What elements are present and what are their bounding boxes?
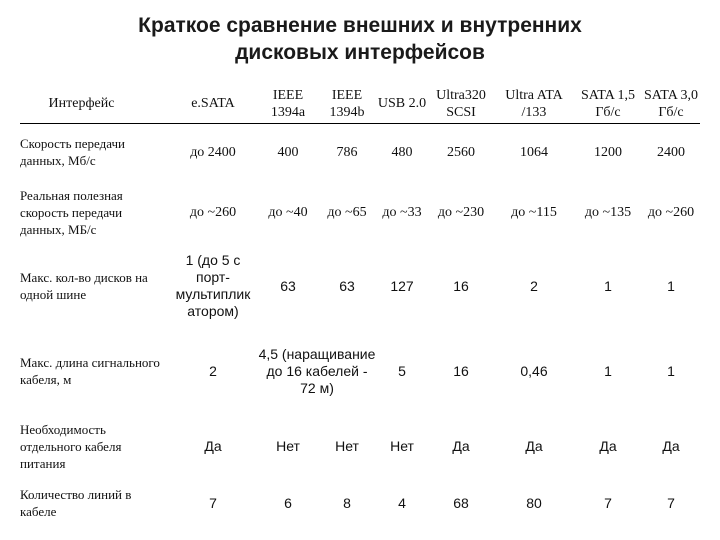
header-interface: Интерфейс — [48, 96, 115, 112]
comparison-table — [20, 85, 700, 527]
cell-max-disks-esata: 1 (до 5 с порт-мультиплик атором) — [175, 252, 251, 319]
cell-lines-ultraata: 80 — [526, 494, 542, 511]
cell-speed-sata30: 2400 — [642, 123, 700, 181]
cell-speed-sata15: 1200 — [574, 123, 642, 181]
row-label-max-length: Макс. длина сигнального кабеля, м — [20, 355, 160, 387]
cell-max-disks-ultraata: 2 — [530, 277, 538, 294]
cell-lines-ieee1394b: 8 — [343, 494, 351, 511]
header-sata30: SATA 3,0 Гб/с — [643, 87, 699, 120]
cell-max-length-esata: 2 — [209, 362, 217, 379]
cell-max-disks-ieee1394a: 63 — [280, 277, 296, 294]
table-row — [20, 414, 700, 479]
cell-power-ieee1394b: Нет — [335, 438, 359, 454]
cell-lines-sata30: 7 — [667, 494, 675, 511]
cell-max-length-sata30: 1 — [667, 362, 675, 379]
cell-real-speed-usb: до ~33 — [382, 205, 422, 220]
cell-speed-ieee1394a: 400 — [258, 123, 318, 181]
table-row — [20, 181, 700, 244]
cell-power-ultra320: Да — [452, 438, 470, 454]
cell-speed-ultraata: 1064 — [494, 123, 574, 181]
cell-lines-ultra320: 68 — [453, 494, 469, 511]
cell-power-sata15: Да — [599, 438, 617, 454]
header-usb: USB 2.0 — [377, 96, 427, 112]
cell-lines-sata15: 7 — [604, 494, 612, 511]
cell-power-ieee1394a: Нет — [276, 438, 300, 454]
cell-max-length-ultraata: 0,46 — [520, 362, 548, 379]
cell-real-speed-sata15: до ~135 — [584, 205, 632, 220]
cell-real-speed-ieee1394b: до ~65 — [327, 205, 367, 220]
table-row — [20, 123, 700, 181]
cell-real-speed-ultraata: до ~115 — [511, 205, 557, 220]
header-ieee1394a: IEEE 1394a — [270, 87, 306, 120]
row-label-lines: Количество линий в кабеле — [20, 487, 132, 519]
cell-lines-usb: 4 — [398, 494, 406, 511]
cell-max-disks-ultra320: 16 — [453, 277, 469, 294]
header-ieee1394b: IEEE 1394b — [329, 87, 365, 120]
cell-speed-ultra320: 2560 — [428, 123, 494, 181]
header-esata: e.SATA — [191, 96, 235, 112]
cell-max-disks-sata30: 1 — [667, 277, 675, 294]
cell-speed-usb: 480 — [376, 123, 428, 181]
cell-max-disks-ieee1394b: 63 — [339, 277, 355, 294]
cell-max-length-usb: 5 — [398, 362, 406, 379]
cell-real-speed-ieee1394a: до ~40 — [268, 205, 308, 220]
cell-lines-ieee1394a: 6 — [284, 494, 292, 511]
cell-max-disks-usb: 127 — [390, 277, 414, 294]
cell-max-disks-sata15: 1 — [604, 277, 612, 294]
header-ultraata: Ultra ATA /133 — [505, 87, 563, 120]
cell-max-length-sata15: 1 — [604, 362, 612, 379]
cell-power-sata30: Да — [662, 438, 680, 454]
cell-lines-esata: 7 — [209, 494, 217, 511]
cell-real-speed-ultra320: до ~230 — [437, 205, 485, 220]
cell-real-speed-esata: до ~260 — [189, 205, 237, 220]
cell-speed-ieee1394b: 786 — [318, 123, 376, 181]
table-row — [20, 479, 700, 527]
cell-speed-esata: до 2400 — [168, 123, 258, 181]
cell-max-length-ieee1394: 4,5 (наращивание до 16 кабелей - 72 м) — [258, 345, 376, 396]
row-label-power: Необходимость отдельного кабеля питания — [20, 422, 122, 471]
title-line-1: Краткое сравнение внешних и внутренних — [138, 14, 582, 37]
title-line-2: дисковых интерфейсов — [235, 41, 485, 64]
header-sata15: SATA 1,5 Гб/с — [580, 87, 636, 120]
table-header-row — [20, 85, 700, 123]
cell-power-ultraata: Да — [525, 438, 543, 454]
row-label-max-disks: Макс. кол-во дисков на одной шине — [20, 270, 148, 302]
page-title — [0, 12, 720, 66]
row-label-speed: Скорость передачи данных, Мб/с — [20, 123, 168, 181]
cell-max-length-ultra320: 16 — [453, 362, 469, 379]
table-row — [20, 328, 700, 414]
cell-power-esata: Да — [204, 438, 222, 454]
cell-real-speed-sata30: до ~260 — [647, 205, 695, 220]
table-row — [20, 244, 700, 328]
header-ultra320: Ultra320 SCSI — [436, 87, 486, 120]
cell-power-usb: Нет — [390, 438, 414, 454]
row-label-real-speed: Реальная полезная скорость передачи данных, МБ/с — [20, 188, 123, 237]
